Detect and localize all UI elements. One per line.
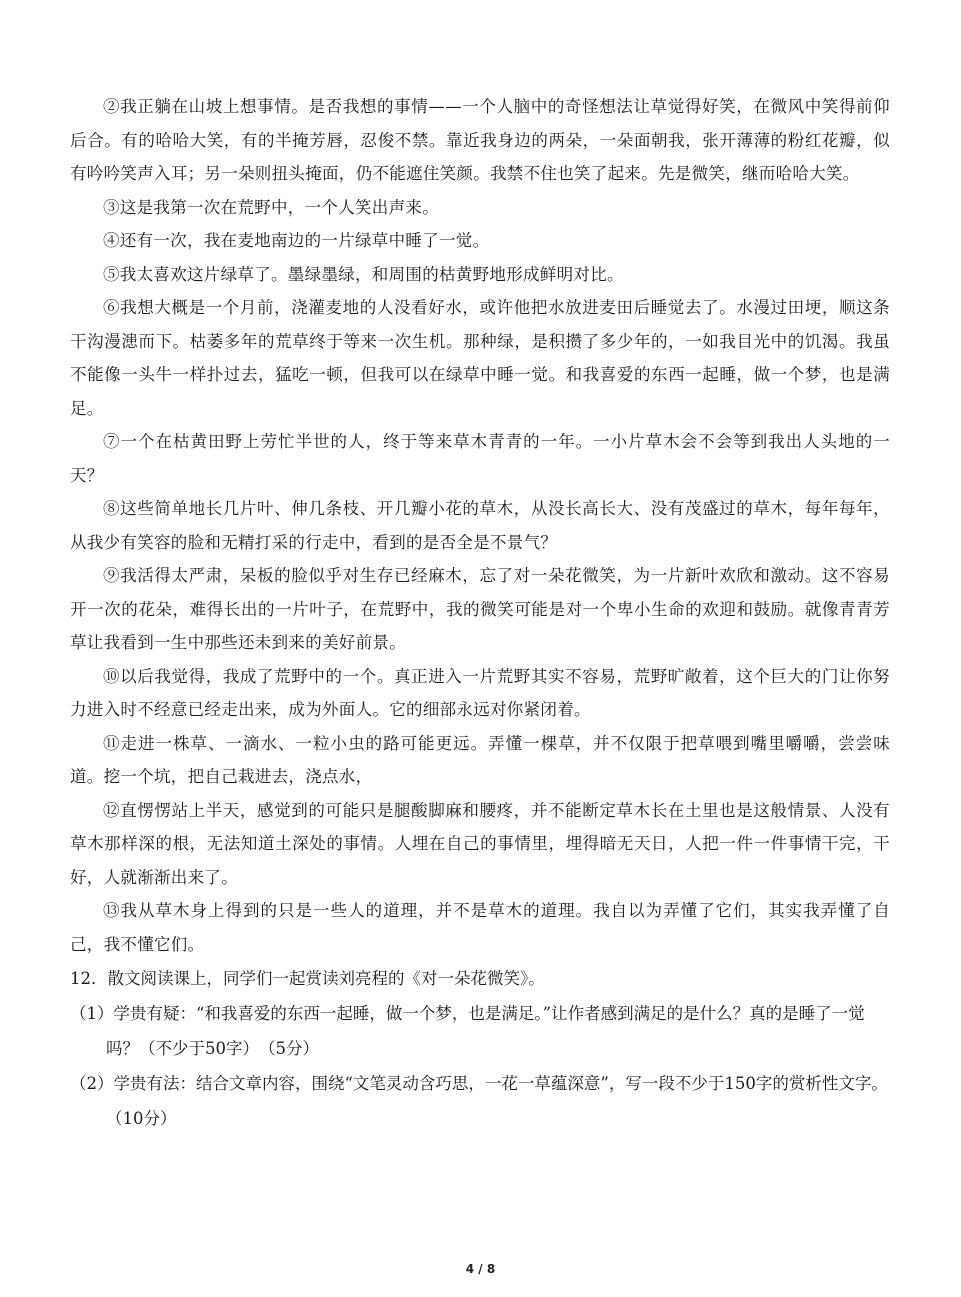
article-body <box>70 90 890 1136</box>
paragraph-11: ⑪走进一株草、一滴水、一粒小虫的路可能更远。弄懂一棵草，并不仅限于把草喂到嘴里嚼嚼，尝尝味道。挖一个坑，把自己栽进去，浇点水， <box>70 733 890 786</box>
paragraph-12: ⑫直愣愣站上半天，感觉到的可能只是腿酸脚麻和腰疼，并不能断定草木长在土里也是这般情景、人没有草木那样深的根，无法知道土深处的事情。人埋在自己的事情里，埋得暗无天日，人把一件一件事情干完，干好，人就渐渐出来了。 <box>70 800 890 887</box>
page-number: 4 / 8 <box>465 1262 496 1276</box>
sub-question-1: （1）学贵有疑：“和我喜爱的东西一起睡，做一个梦，也是满足。”让作者感到满足的是什么？真的是睡了一觉吗？（不少于50字） （5分） <box>70 1004 865 1058</box>
paragraph-9: ⑨我活得太严肃，呆板的脸似乎对生存已经麻木，忘了对一朵花微笑，为一片新叶欢欣和激动。这不容易开一次的花朵，难得长出的一片叶子，在荒野中，我的微笑可能是对一个卑小生命的欢迎和鼓励。就像青青芳草让我看到一生中那些还未到来的美好前景。 <box>70 566 890 652</box>
question-stem: 12．散文阅读课上，同学们一起赏读刘亮程的《对一朵花微笑》。 <box>70 969 545 988</box>
paragraph-6: ⑥我想大概是一个月前，浇灌麦地的人没看好水，或许他把水放进麦田后睡觉去了。水漫过田埂，顺这条干沟漫漶而下。枯萎多年的荒草终于等来一次生机。那种绿，是积攒了多少年的，一如我目光中的饥渴。我虽不能像一头牛一样扑过去，猛吃一顿，但我可以在绿草中睡一觉。和我喜爱的东西一起睡，做一个梦，也是满足。 <box>70 298 890 418</box>
paragraph-7: ⑦一个在枯黄田野上劳忙半世的人，终于等来草木青青的一年。一小片草木会不会等到我出人头地的一天？ <box>70 432 890 485</box>
sub-question-2: （2）学贵有法：结合文章内容，围绕“文笔灵动含巧思，一花一草蕴深意”，写一段不少于150字的赏析性文字。（10分） <box>70 1074 888 1128</box>
paragraph-13: ⑬我从草木身上得到的只是一些人的道理，并不是草木的道理。我自以为弄懂了它们，其实我弄懂了自己，我不懂它们。 <box>70 901 890 954</box>
paragraph-3: ③这是我第一次在荒野中，一个人笑出声来。 <box>103 197 439 217</box>
paragraph-2: ②我正躺在山坡上想事情。是否我想的事情——一个人脑中的奇怪想法让草觉得好笑，在微风中笑得前仰后合。有的哈哈大笑，有的半掩芳唇，忍俊不禁。靠近我身边的两朵，一朵面朝我，张开薄薄的粉红花瓣，似有吟吟笑声入耳；另一朵则扭头掩面，仍不能遮住笑颜。我禁不住也笑了起来。先是微笑，继而哈哈大笑。 <box>70 97 890 183</box>
paragraph-8: ⑧这些简单地长几片叶、伸几条枝、开几瓣小花的草木，从没长高长大、没有茂盛过的草木，每年每年，从我少有笑容的脸和无精打采的行走中，看到的是否全是不景气？ <box>70 499 890 552</box>
paragraph-5: ⑤我太喜欢这片绿草了。墨绿墨绿，和周围的枯黄野地形成鲜明对比。 <box>103 264 624 284</box>
paragraph-10: ⑩以后我觉得，我成了荒野中的一个。真正进入一片荒野其实不容易，荒野旷敞着，这个巨大的门让你努力进入时不经意已经走出来，成为外面人。它的细部永远对你紧闭着。 <box>70 666 890 719</box>
paragraph-4: ④还有一次，我在麦地南边的一片绿草中睡了一觉。 <box>103 231 490 250</box>
